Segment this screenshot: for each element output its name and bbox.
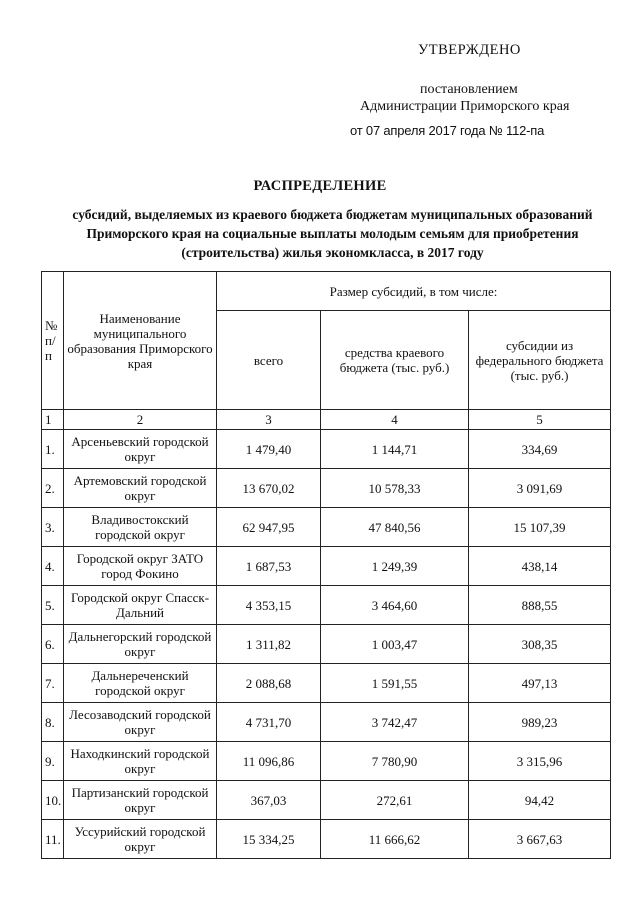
resolution-label: постановлением [420,82,518,97]
federal-value: 3 091,69 [469,469,611,508]
total-value: 2 088,68 [217,664,321,703]
table-row [42,703,611,742]
col-number: 1 [42,410,64,430]
municipality-name: Находкинский городской округ [64,742,217,781]
col-number: 3 [217,410,321,430]
total-value: 15 334,25 [217,820,321,859]
regional-value: 1 249,39 [321,547,469,586]
table-row [42,742,611,781]
federal-value: 438,14 [469,547,611,586]
row-number: 11. [42,820,64,859]
row-number: 9. [42,742,64,781]
federal-value: 334,69 [469,430,611,469]
federal-value: 497,13 [469,664,611,703]
administration-label: Администрации Приморского края [360,99,570,114]
row-number: 10. [42,781,64,820]
municipality-name: Арсеньевский городской округ [64,430,217,469]
federal-value: 15 107,39 [469,508,611,547]
total-value: 11 096,86 [217,742,321,781]
federal-value: 3 315,96 [469,742,611,781]
row-number: 2. [42,469,64,508]
municipality-name: Партизанский городской округ [64,781,217,820]
municipality-name: Дальнегорский городской округ [64,625,217,664]
col-number: 4 [321,410,469,430]
row-number: 7. [42,664,64,703]
total-value: 4 353,15 [217,586,321,625]
row-number: 3. [42,508,64,547]
header-federal: субсидии из федерального бюджета (тыс. руб.) [469,311,611,410]
regional-value: 47 840,56 [321,508,469,547]
header-total: всего [217,311,321,410]
document-subtitle: субсидий, выделяемых из краевого бюджета бюджетам муниципальных образований Приморского края на социальные выплаты молодым семьям для приобретения (строительства) жилья экономкласса, в 2017 году [72,207,593,260]
regional-value: 1 144,71 [321,430,469,469]
row-number: 8. [42,703,64,742]
resolution-date: от 07 апреля 2017 года № 112-па [350,123,545,138]
regional-value: 1 003,47 [321,625,469,664]
federal-value: 308,35 [469,625,611,664]
municipality-name: Владивостокский городской округ [64,508,217,547]
header-num: № п/п [42,272,64,410]
municipality-name: Городской округ ЗАТО город Фокино [64,547,217,586]
row-number: 5. [42,586,64,625]
total-value: 1 311,82 [217,625,321,664]
col-number: 2 [64,410,217,430]
regional-value: 3 742,47 [321,703,469,742]
federal-value: 94,42 [469,781,611,820]
table-row [42,625,611,664]
regional-value: 7 780,90 [321,742,469,781]
subsidy-table [41,271,611,859]
header-size-group: Размер субсидий, в том числе: [217,272,611,311]
row-number: 6. [42,625,64,664]
total-value: 1 479,40 [217,430,321,469]
table-row [42,508,611,547]
table-row [42,820,611,859]
total-value: 62 947,95 [217,508,321,547]
federal-value: 888,55 [469,586,611,625]
federal-value: 3 667,63 [469,820,611,859]
municipality-name: Городской округ Спасск-Дальний [64,586,217,625]
table-row [42,430,611,469]
table-row [42,469,611,508]
municipality-name: Артемовский городской округ [64,469,217,508]
table-row [42,547,611,586]
table-row [42,781,611,820]
regional-value: 11 666,62 [321,820,469,859]
approved-label: УТВЕРЖДЕНО [418,42,521,58]
header-regional: средства краевого бюджета (тыс. руб.) [321,311,469,410]
table-row [42,664,611,703]
regional-value: 1 591,55 [321,664,469,703]
document-title: РАСПРЕДЕЛЕНИЕ [253,178,387,194]
col-number: 5 [469,410,611,430]
total-value: 13 670,02 [217,469,321,508]
total-value: 367,03 [217,781,321,820]
regional-value: 10 578,33 [321,469,469,508]
total-value: 1 687,53 [217,547,321,586]
total-value: 4 731,70 [217,703,321,742]
header-name: Наименование муниципального образования Приморского края [64,272,217,410]
municipality-name: Дальнереченский городской округ [64,664,217,703]
row-number: 1. [42,430,64,469]
regional-value: 3 464,60 [321,586,469,625]
municipality-name: Лесозаводский городской округ [64,703,217,742]
federal-value: 989,23 [469,703,611,742]
municipality-name: Уссурийский городской округ [64,820,217,859]
row-number: 4. [42,547,64,586]
regional-value: 272,61 [321,781,469,820]
table-row [42,586,611,625]
